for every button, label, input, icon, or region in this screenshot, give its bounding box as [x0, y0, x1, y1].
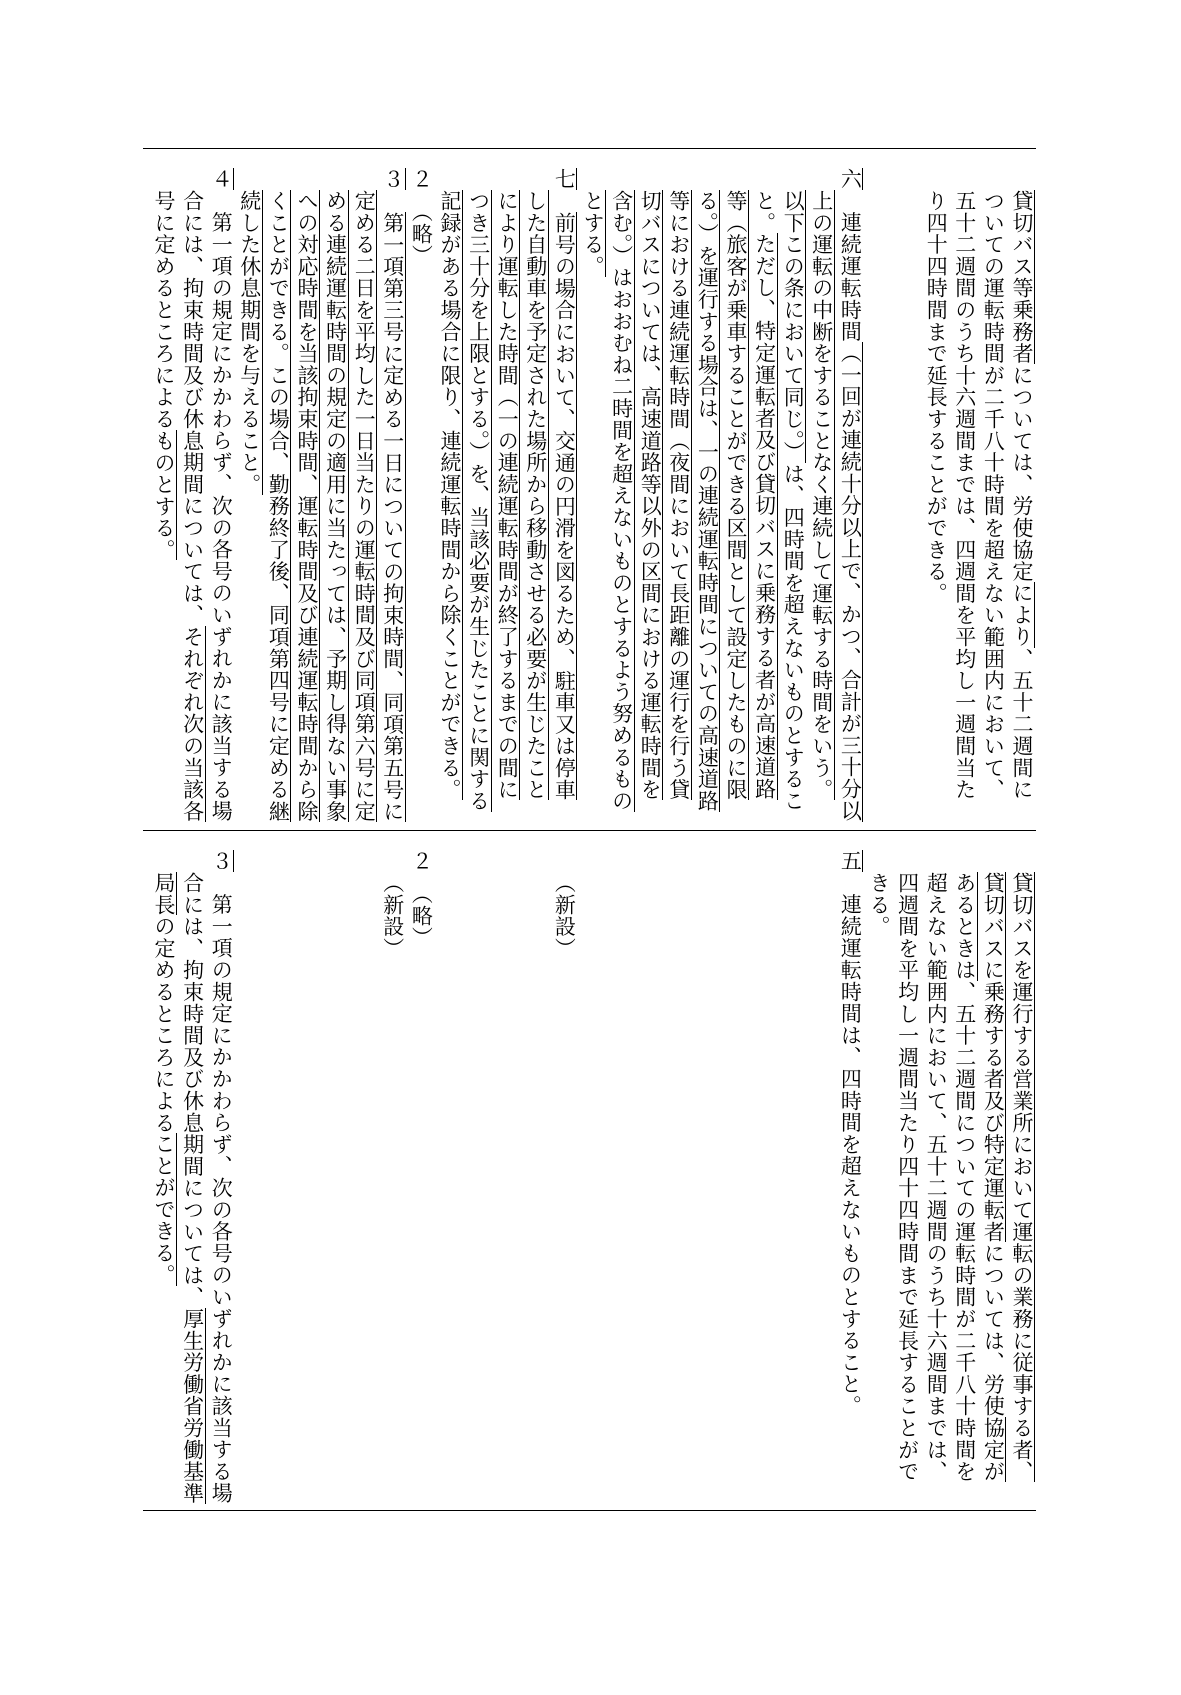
amended-text-segment: 貸切バス等乗務者: [1009, 189, 1034, 365]
text-segment: 合には、拘束時間及び休息期間については、: [180, 189, 205, 626]
text-segment: については、労使: [981, 1242, 1006, 1417]
text-column: [235, 168, 264, 850]
text-column: [950, 168, 979, 850]
text-segment: [552, 190, 576, 212]
text-segment: り四十四時間まで延長することができる。: [924, 189, 949, 604]
amended-text-segment: 上の運転の中断をすることなく連続して運転する時間をいう。: [809, 189, 834, 801]
amended-text-segment: くことができる。この場合、勤務終了後、同項第四号に定める継: [266, 189, 291, 822]
amended-text-segment: により: [1009, 582, 1034, 648]
text-segment: は、四時間を超えないものとするこ: [781, 462, 806, 812]
text-segment: 第一項の規定にかかわらず、次の各号のいずれかに該当する場: [209, 189, 234, 823]
amended-text-segment: 定める二日を平均した一日当たりの運転時間及び同項第六号に定: [352, 189, 377, 822]
text-segment: については、労使協定: [1009, 364, 1034, 583]
text-column: [578, 168, 607, 850]
text-segment: きる。: [866, 871, 891, 938]
text-column: [750, 168, 779, 850]
text-column: [407, 850, 436, 1510]
amended-text-segment: ものとする。: [151, 429, 176, 561]
text-segment: の定めるところによる: [151, 915, 176, 1134]
text-column: [207, 850, 236, 1510]
text-segment: ついての運転時間が二千八十時間を超えない範囲内において、: [981, 189, 1006, 801]
text-column: [149, 168, 178, 850]
amended-text-segment: る。）を運行する場合は、一の連続運転時間についての高速道路: [695, 189, 720, 812]
text-column: [693, 168, 722, 850]
text-column: [979, 850, 1008, 1532]
text-column: [435, 168, 464, 850]
text-column: [922, 850, 951, 1532]
amended-text-segment: 等における連続運転時間（夜間において長距離の運行を行う貸: [666, 189, 691, 801]
current-provisions-section: [140, 850, 1036, 1510]
text-segment: 、五十二週間に: [1009, 647, 1034, 801]
text-segment: 五十二週間のうち十六週間までは、四週間を平均し一週間当た: [952, 189, 977, 801]
text-segment: （新設）: [552, 871, 577, 959]
table-top-border: [143, 148, 1036, 149]
text-column: [178, 168, 207, 850]
text-column: [264, 168, 293, 850]
text-segment: 、五十二週間についての運転時間が二千八十時間を: [952, 980, 977, 1483]
amended-text-segment: ４: [209, 168, 234, 190]
text-segment: 超えない範囲内において、五十二週間のうち十六週間までは、: [924, 871, 949, 1483]
text-segment: 連続運転時間は、四時間を超えないものとすること。: [838, 871, 863, 1417]
text-column: [292, 168, 321, 850]
amended-text-segment: 六: [838, 168, 863, 190]
text-column: [779, 168, 808, 850]
amended-text-segment: 記録がある場合に限り、連続運転時間から除くことができる。: [437, 189, 462, 801]
amended-text-segment: ことができる。: [151, 1133, 176, 1287]
amended-provisions-section: [140, 168, 1036, 828]
text-column: [1007, 850, 1036, 1532]
amended-text-segment: 七: [552, 168, 577, 190]
text-column: [807, 168, 836, 850]
text-column: [836, 850, 865, 1510]
text-column: [721, 168, 750, 850]
text-column: [321, 168, 350, 850]
amended-text-segment: める連続運転時間の規定の適用に当たっては、予期し得ない事象: [323, 189, 348, 822]
text-segment: [381, 190, 405, 212]
text-segment: 号に定めるところによる: [151, 189, 176, 430]
text-segment: 連続運転時間: [838, 189, 863, 343]
amended-text-segment: 続した休息期間を与えること。: [237, 189, 262, 495]
amended-text-segment: 協定が: [981, 1416, 1006, 1483]
amended-text-segment: 等（旅客が乗車することができる区間として設定したものに限: [723, 189, 748, 801]
text-column: [378, 168, 407, 828]
text-column: [893, 850, 922, 1532]
text-column: [464, 168, 493, 850]
text-column: [864, 850, 893, 1532]
text-column: [836, 168, 865, 828]
text-column: [607, 168, 636, 850]
text-column: [407, 168, 436, 828]
text-segment: と。: [752, 189, 777, 234]
amended-text-segment: により運転した時間（一の連続運転時間が終了するまでの間に: [495, 189, 520, 801]
text-column: [950, 850, 979, 1532]
text-column: [979, 168, 1008, 850]
text-segment: 四週間を平均し一週間当たり四十四時間まで延長することがで: [895, 871, 920, 1483]
text-column: [350, 168, 379, 850]
text-segment: ２ （略）: [409, 850, 434, 949]
text-column: [149, 850, 178, 1532]
text-column: [664, 168, 693, 850]
amended-text-segment: への対応時間を当該拘束時間、運転時間及び連続運転時間から除: [294, 189, 319, 822]
amended-text-segment: ３: [380, 168, 405, 190]
text-column: [378, 850, 407, 1532]
amended-text-segment: ３: [209, 850, 234, 872]
amended-text-segment: 切バスについては、高速道路等以外の区間における運転時間を: [638, 189, 663, 801]
amended-text-segment: 第一項第三号に定める一日についての拘束時間、同項第五号に: [380, 211, 405, 823]
amended-text-segment: 貸切バスに乗務する者及び特定運転者: [981, 871, 1006, 1243]
text-column: [521, 168, 550, 850]
amended-text-segment: 含む。）はおおむね二時間を超えないものとするよう努めるもの: [609, 189, 634, 812]
text-column: [550, 168, 579, 828]
text-column: [493, 168, 522, 850]
amended-text-segment: それぞれ次の当該各: [180, 625, 205, 822]
amended-text-segment: 厚生労働省労働基準: [180, 1307, 205, 1504]
amended-text-segment: とする。: [580, 189, 605, 277]
text-segment: 第一項の規定にかかわらず、次の各号のいずれかに該当する場: [209, 871, 234, 1505]
amended-text-segment: ただし、特定運転者及び貸切バスに乗務する者が高速道路: [752, 233, 777, 801]
amended-text-segment: （一回が連続十分以上で、かつ、合計が三十分以: [838, 342, 863, 823]
amended-text-segment: 貸切バスを運行する営業所において運転の業務に従事する者、: [1009, 871, 1034, 1483]
text-column: [636, 168, 665, 850]
amended-text-segment: 前号の場合において、交通の円滑を図るため、駐車又は停車: [552, 211, 577, 801]
text-segment: （新設）: [380, 871, 405, 959]
amended-text-segment: した自動車を予定された場所から移動させる必要が生じたこと: [523, 189, 548, 801]
text-column: [550, 850, 579, 1532]
amended-text-segment: 局長: [151, 871, 176, 916]
text-column: [922, 168, 951, 850]
text-segment: 合には、拘束時間及び休息期間については、: [180, 871, 205, 1308]
text-column: [178, 850, 207, 1532]
text-column: [1007, 168, 1036, 850]
amended-text-segment: 五: [838, 850, 863, 872]
text-segment: ２ （略）: [409, 168, 434, 267]
amended-text-segment: つき三十分を上限とする。）を、当該必要が生じたことに関する: [466, 189, 491, 812]
amended-text-segment: あるときは: [952, 871, 977, 981]
amended-text-segment: 以下この条において同じ。）: [781, 189, 806, 463]
text-column: [207, 168, 236, 828]
